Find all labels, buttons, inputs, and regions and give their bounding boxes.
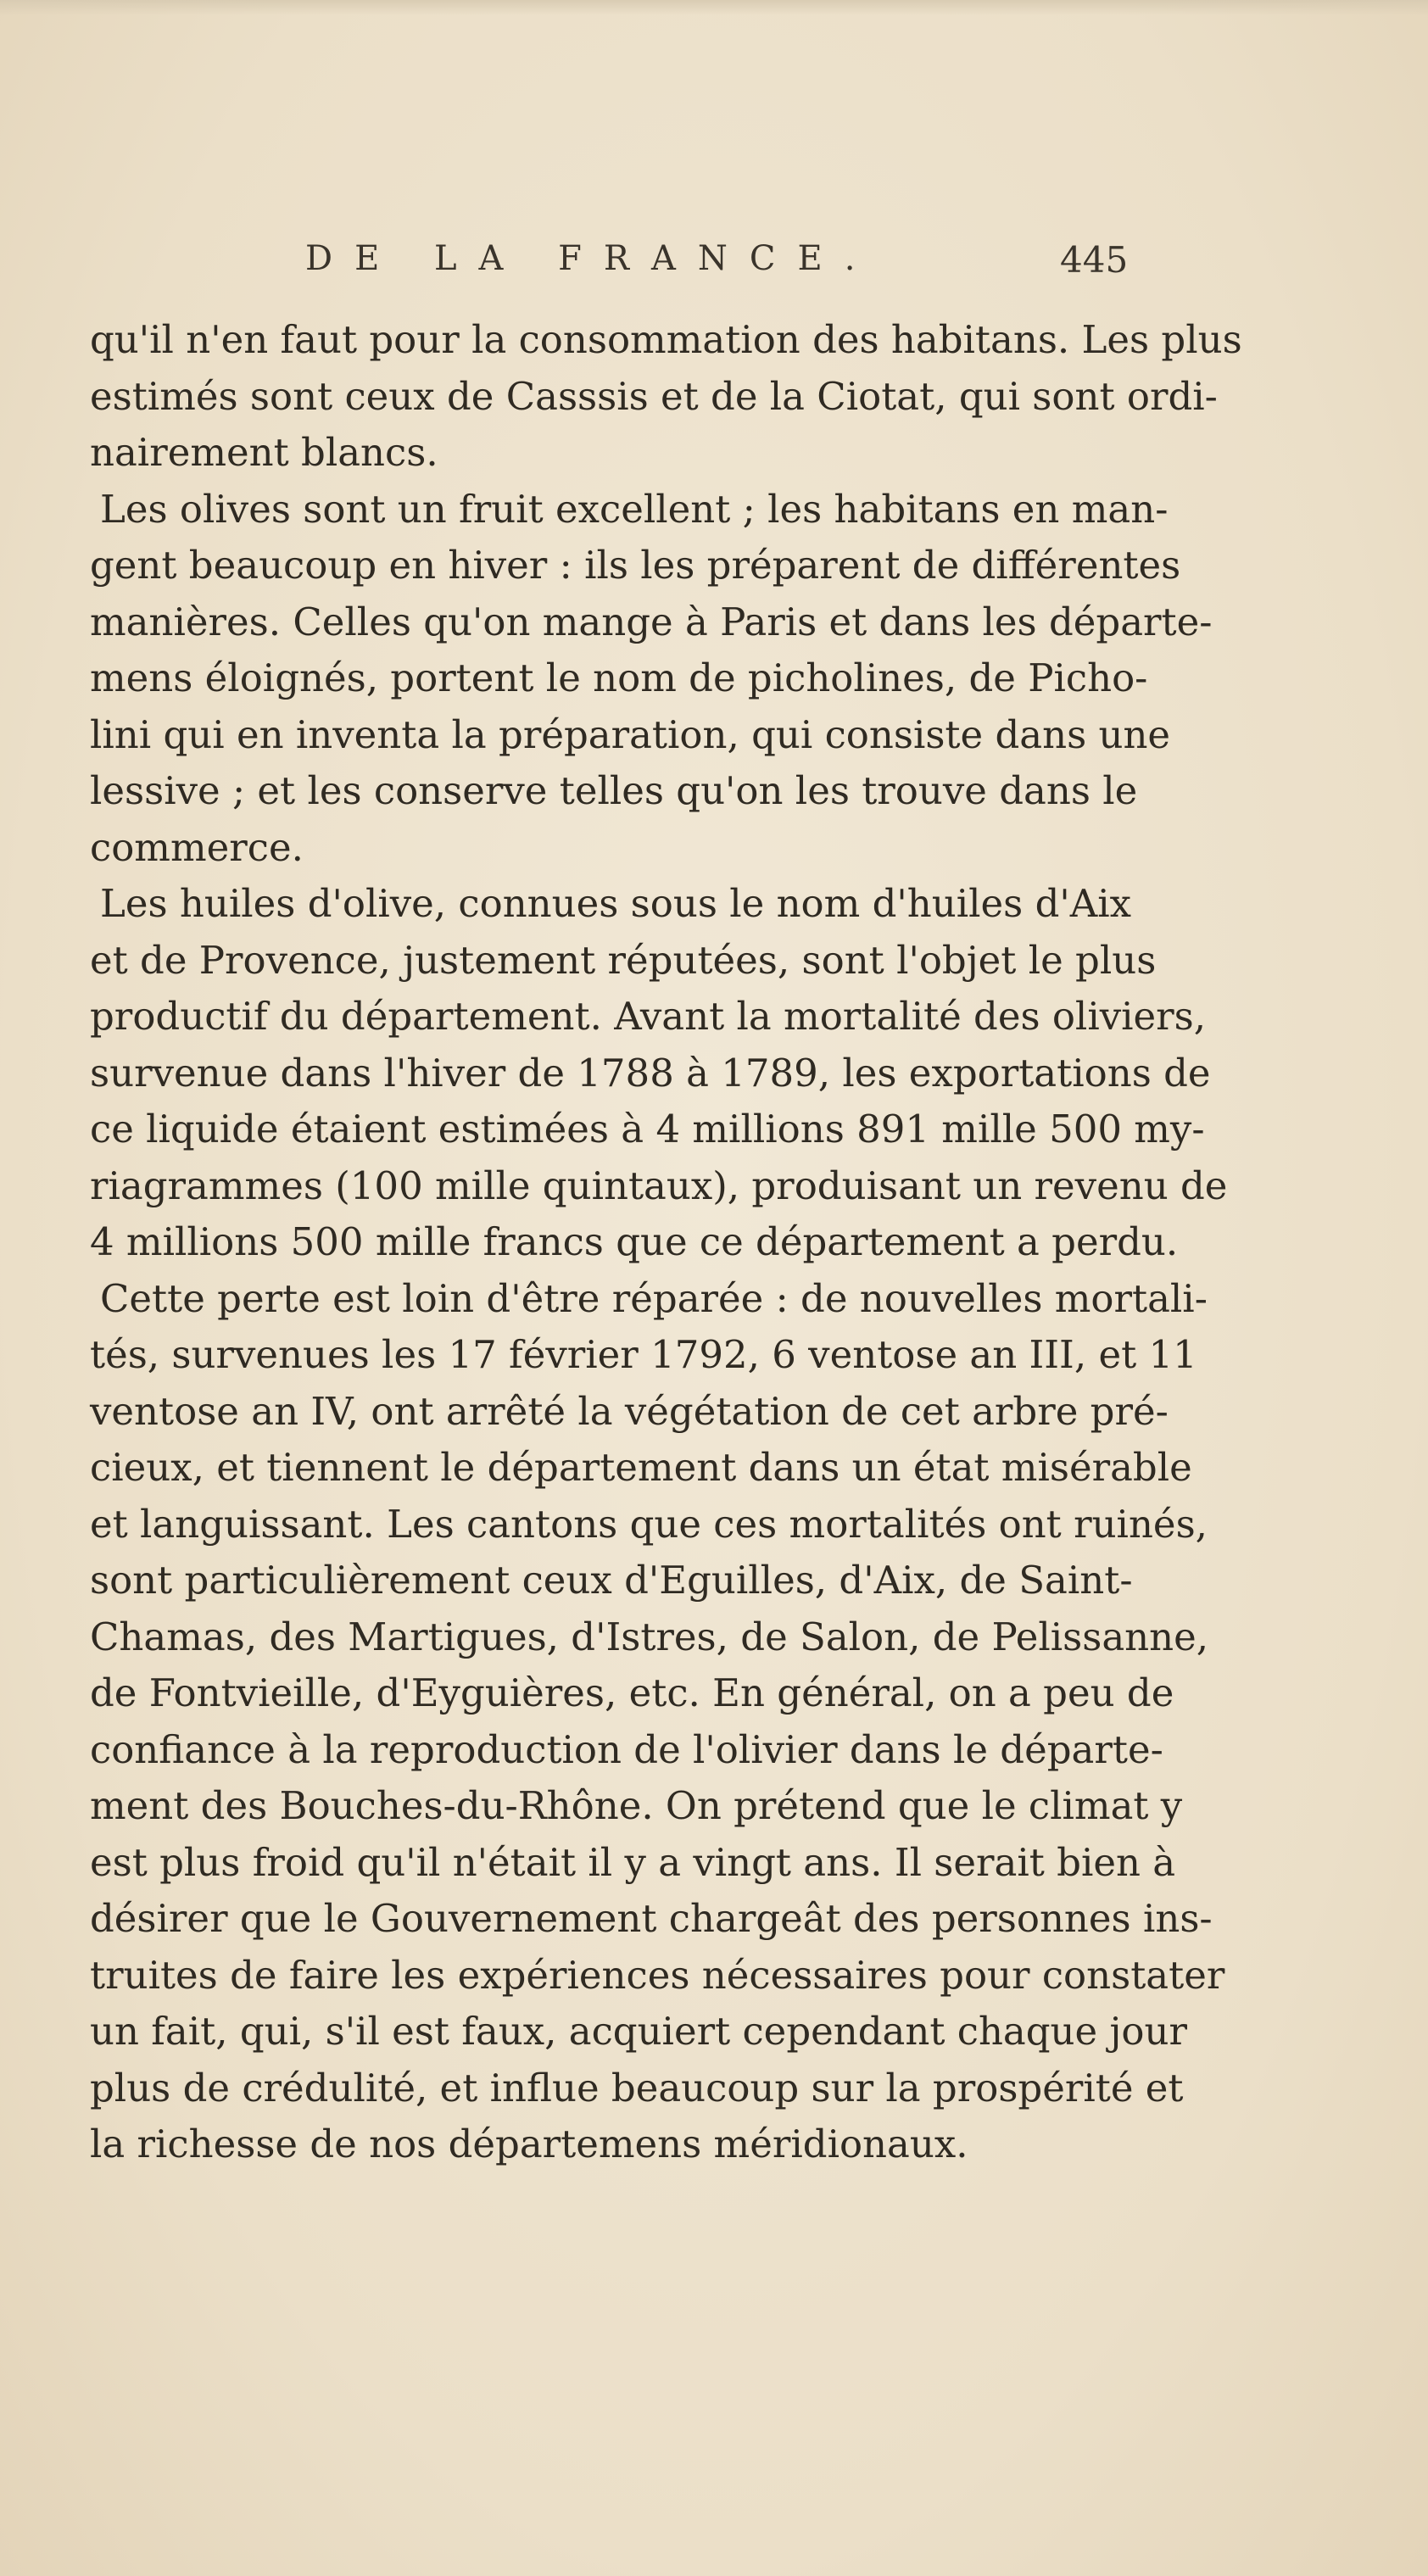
- text-line: tés, survenues les 17 février 1792, 6 ventose an III, et 11: [90, 1332, 1197, 1377]
- paragraph-3: [90, 876, 1228, 1271]
- text-line: commerce.: [90, 824, 304, 870]
- paragraph-4: [90, 1271, 1225, 2173]
- text-line: Cette perte est loin d'être réparée : de nouvelles mortali-: [100, 1275, 1208, 1321]
- text-line: confiance à la reproduction de l'olivier dans le départe-: [90, 1726, 1163, 1772]
- text-line: est plus froid qu'il n'était il y a vingt ans. Il serait bien à: [90, 1839, 1176, 1885]
- text-line: survenue dans l'hiver de 1788 à 1789, les exportations de: [90, 1050, 1211, 1096]
- text-line: Les huiles d'olive, connues sous le nom d'huiles d'Aix: [100, 881, 1132, 926]
- text-line: ventose an IV, ont arrêté la végétation de cet arbre pré-: [90, 1388, 1169, 1434]
- text-line: de Fontvieille, d'Eyguières, etc. En général, on a peu de: [90, 1670, 1174, 1715]
- text-line: estimés sont ceux de Casssis et de la Ciotat, qui sont ordi-: [90, 373, 1218, 419]
- paragraph-2: [90, 482, 1213, 877]
- text-line: riagrammes (100 mille quintaux), produisant un revenu de: [90, 1163, 1228, 1208]
- page-top-edge: [0, 0, 1428, 15]
- text-line: sont particulièrement ceux d'Eguilles, d'Aix, de Saint-: [90, 1558, 1133, 1603]
- text-line: ment des Bouches-du-Rhône. On prétend que le climat y: [90, 1783, 1183, 1828]
- text-line: cieux, et tiennent le département dans un état misérable: [90, 1445, 1192, 1490]
- text-line: qu'il n'en faut pour la consommation des habitans. Les plus: [90, 317, 1242, 362]
- text-line: plus de crédulité, et influe beaucoup sur la prospérité et: [90, 2065, 1184, 2110]
- text-line: lini qui en inventa la préparation, qui consiste dans une: [90, 711, 1171, 757]
- text-line: Chamas, des Martigues, d'Istres, de Salon, de Pelissanne,: [90, 1614, 1209, 1659]
- text-line: truites de faire les expériences nécessaires pour constater: [90, 1952, 1225, 1998]
- text-line: désirer que le Gouvernement chargeât des personnes ins-: [90, 1896, 1213, 1941]
- text-line: gent beaucoup en hiver : ils les préparent de différentes: [90, 543, 1181, 588]
- running-title: DE LA FRANCE.: [305, 239, 878, 278]
- text-line: lessive ; et les conserve telles qu'on les trouve dans le: [90, 768, 1138, 813]
- text-line: productif du département. Avant la mortalité des oliviers,: [90, 994, 1207, 1039]
- text-line: un fait, qui, s'il est faux, acquiert cependant chaque jour: [90, 2009, 1188, 2054]
- text-line: et languissant. Les cantons que ces mortalités ont ruinés,: [90, 1501, 1208, 1547]
- text-line: la richesse de nos départemens méridionaux.: [90, 2122, 968, 2166]
- page-number: 445: [1060, 239, 1129, 281]
- running-head: [0, 239, 1428, 290]
- text-line: 4 millions 500 mille francs que ce département a perdu.: [90, 1219, 1179, 1264]
- text-line: nairement blancs.: [90, 430, 438, 475]
- text-line: et de Provence, justement réputées, sont l'objet le plus: [90, 937, 1157, 983]
- text-line: Les olives sont un fruit excellent ; les habitans en man-: [100, 486, 1169, 532]
- text-line: manières. Celles qu'on mange à Paris et dans les départe-: [90, 599, 1213, 644]
- paragraph-1: [90, 312, 1242, 482]
- text-line: ce liquide étaient estimées à 4 millions 891 mille 500 my-: [90, 1107, 1205, 1151]
- text-line: mens éloignés, portent le nom de picholines, de Picho-: [90, 655, 1148, 700]
- body-text: [90, 312, 1242, 2173]
